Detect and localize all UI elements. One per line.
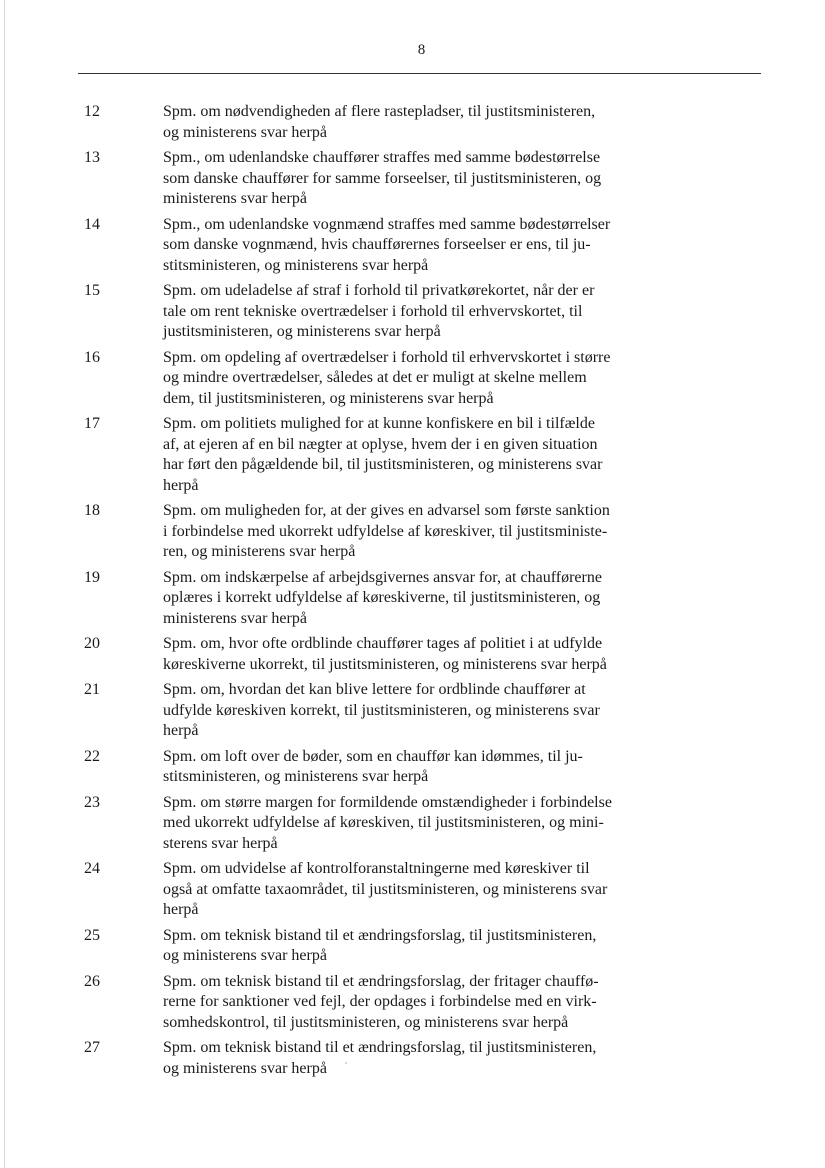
item-text: Spm. om muligheden for, at der gives en advarsel som første sanktion i forbindelse med ukorrekt udfyldelse af køreskiver, til justitsministe- ren, og ministerens svar herpå bbox=[163, 502, 610, 560]
item-text: Spm. om større margen for formildende omstændigheder i forbindelse med ukorrekt udfyldelse af køreskiven, til justitsministeren, og mini- sterens svar herpå bbox=[163, 793, 612, 852]
item-number: 27 bbox=[84, 1039, 100, 1056]
item-text: Spm. om, hvordan det kan blive lettere for ordblinde chauffører at udfylde køreskiven korrekt, til justitsministeren, og ministerens svar herpå bbox=[163, 681, 600, 739]
item-text: Spm. om teknisk bistand til et ændringsforslag, der fritager chauffø- rerne for sanktioner ved fejl, der opdages i forbindelse med en virk- somhedskontrol, til justitsministeren, og ministerens svar herpå bbox=[163, 972, 599, 1031]
question-list bbox=[0, 102, 825, 1084]
item-text: Spm. om udvidelse af kontrolforanstaltningerne med køreskiver til også at omfatte taxaområdet, til justitsministeren, og ministerens svar herpå bbox=[163, 860, 608, 918]
item-number: 22 bbox=[84, 747, 100, 765]
scan-speck bbox=[345, 1062, 347, 1064]
list-item bbox=[0, 501, 825, 563]
item-number: 17 bbox=[84, 415, 100, 432]
header-rule bbox=[78, 73, 761, 74]
item-number: 24 bbox=[84, 860, 100, 877]
item-number: 19 bbox=[84, 568, 100, 586]
item-number: 16 bbox=[84, 348, 100, 366]
list-item bbox=[0, 747, 825, 788]
item-number: 15 bbox=[84, 282, 100, 299]
item-text: Spm. om teknisk bistand til et ændringsforslag, til justitsministeren, og ministerens svar herpå bbox=[163, 1039, 597, 1077]
list-item bbox=[0, 972, 825, 1034]
item-number: 21 bbox=[84, 681, 100, 698]
item-number: 12 bbox=[84, 103, 100, 120]
item-text: Spm. om indskærpelse af arbejdsgivernes ansvar for, at chaufførerne oplæres i korrekt udfyldelse af køreskiverne, til justitsministeren, og ministerens svar herpå bbox=[163, 568, 602, 627]
item-number: 25 bbox=[84, 926, 100, 944]
item-number: 13 bbox=[84, 149, 100, 166]
list-item bbox=[0, 215, 825, 277]
page-number: 8 bbox=[417, 42, 426, 58]
item-text: Spm. om nødvendigheden af flere rastepladser, til justitsministeren, og ministerens svar herpå bbox=[163, 103, 596, 141]
item-text: Spm. om udeladelse af straf i forhold til privatkørekortet, når der er tale om rent tekniske overtrædelser i forhold til erhvervskortet, til justitsministeren, og ministerens svar herpå bbox=[163, 282, 595, 340]
list-item bbox=[0, 414, 825, 496]
item-number: 20 bbox=[84, 635, 100, 652]
list-item bbox=[0, 1038, 825, 1079]
list-item bbox=[0, 859, 825, 921]
item-number: 26 bbox=[84, 972, 100, 990]
list-item bbox=[0, 281, 825, 343]
list-item bbox=[0, 102, 825, 143]
item-number: 14 bbox=[84, 215, 100, 233]
item-text: Spm. om, hvor ofte ordblinde chauffører tages af politiet i at udfylde køreskiverne ukorrekt, til justitsministeren, og ministerens svar herpå bbox=[163, 635, 607, 673]
list-item bbox=[0, 680, 825, 742]
item-number: 18 bbox=[84, 502, 100, 519]
list-item bbox=[0, 348, 825, 410]
item-text: Spm., om udenlandske vognmænd straffes med samme bødestørrelser som danske vognmænd, hvis chaufførernes forseelser er ens, til ju- stitsministeren, og ministerens svar herpå bbox=[163, 215, 611, 274]
item-text: Spm. om teknisk bistand til et ændringsforslag, til justitsministeren, og ministerens svar herpå bbox=[163, 926, 597, 964]
item-text: Spm. om opdeling af overtrædelser i forhold til erhvervskortet i større og mindre overtrædelser, således at det er muligt at skelne mellem dem, til justitsministeren, og ministerens svar herpå bbox=[163, 348, 611, 407]
item-text: Spm. om loft over de bøder, som en chauffør kan idømmes, til ju- stitsministeren, og ministerens svar herpå bbox=[163, 747, 583, 785]
list-item bbox=[0, 634, 825, 675]
list-item bbox=[0, 926, 825, 967]
item-text: Spm., om udenlandske chauffører straffes med samme bødestørrelse som danske chauffører for samme forseelser, til justitsministeren, og ministerens svar herpå bbox=[163, 149, 602, 207]
list-item bbox=[0, 793, 825, 855]
list-item bbox=[0, 148, 825, 210]
list-item bbox=[0, 568, 825, 630]
item-text: Spm. om politiets mulighed for at kunne konfiskere en bil i tilfælde af, at ejeren af en bil nægter at oplyse, hvem der i en given situation har ført den pågældende bil, til justitsministeren, og ministerens svar herpå bbox=[163, 415, 603, 494]
item-number: 23 bbox=[84, 793, 100, 811]
